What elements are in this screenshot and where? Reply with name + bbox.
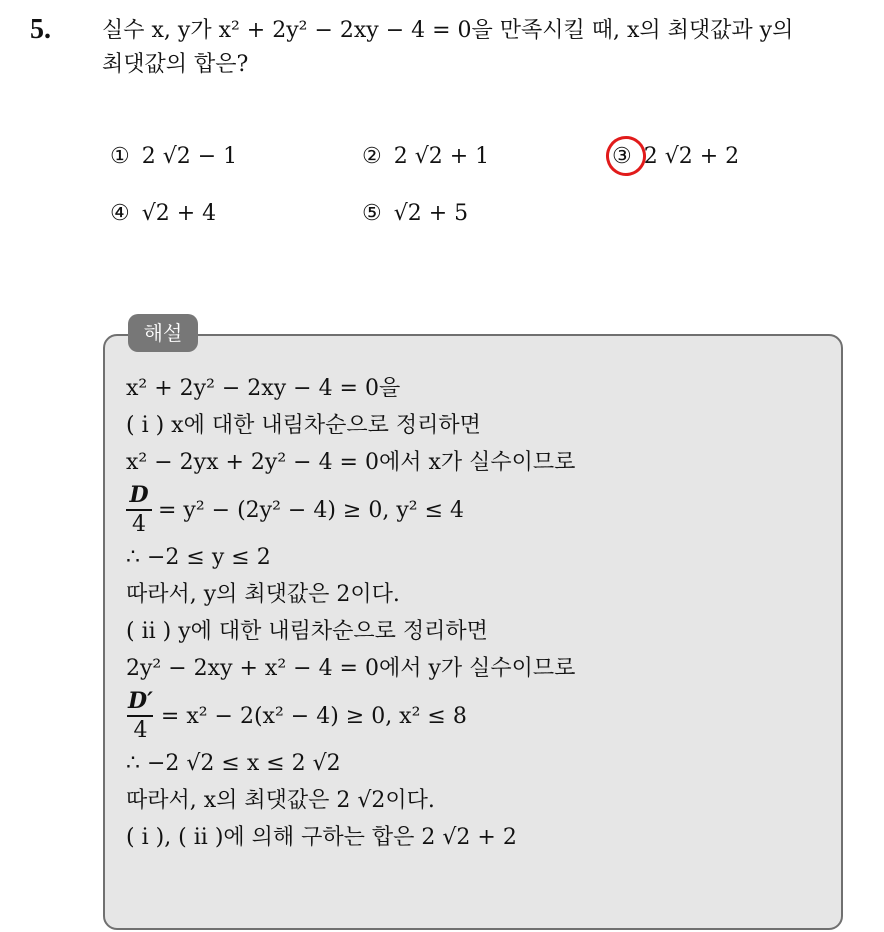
choice-1-text: 2 √2 − 1 [141, 144, 238, 169]
solution-line-3: x² − 2yx + 2y² − 4 = 0에서 x가 실수이므로 [126, 450, 576, 475]
choice-4[interactable] [110, 199, 216, 229]
choice-4-text: √2 + 4 [141, 201, 217, 226]
solution-line-2: ( i ) x에 대한 내림차순으로 정리하면 [126, 413, 481, 438]
solution-line-8: 2y² − 2xy + x² − 4 = 0에서 y가 실수이므로 [126, 656, 576, 681]
choice-2-text: 2 √2 + 1 [393, 144, 490, 169]
choice-1-number: ① [110, 144, 130, 169]
solution-line-7: ( ii ) y에 대한 내림차순으로 정리하면 [126, 619, 488, 644]
question-text [102, 14, 872, 82]
discriminant-expression-x: = x² − 2(x² − 4) ≥ 0, x² ≤ 8 [160, 703, 467, 729]
question-line-2: 최댓값의 합은? [102, 52, 249, 77]
choice-5[interactable] [362, 199, 468, 229]
solution-line-5: ∴ −2 ≤ y ≤ 2 [126, 545, 271, 570]
fraction-bar [127, 715, 153, 717]
solution-line-9 [126, 687, 826, 745]
discriminant-expression-y: = y² − (2y² − 4) ≥ 0, y² ≤ 4 [158, 497, 464, 523]
choice-3-number: ③ [612, 144, 632, 169]
fraction-numerator: D′ [128, 688, 153, 715]
choice-2[interactable] [362, 142, 489, 172]
solution-line-11: 따라서, x의 최댓값은 2 √2이다. [126, 788, 435, 813]
question-line-1: 실수 x, y가 x² + 2y² − 2xy − 4 = 0을 만족시킬 때, x의 최댓값과 y의 [102, 18, 794, 43]
fraction-denominator: 4 [133, 717, 148, 743]
solution-line-4 [126, 481, 826, 539]
solution-line-6: 따라서, y의 최댓값은 2이다. [126, 582, 400, 607]
solution-line-10: ∴ −2 √2 ≤ x ≤ 2 √2 [126, 751, 341, 776]
choice-5-text: √2 + 5 [393, 201, 469, 226]
choice-5-number: ⑤ [362, 201, 382, 226]
question-number: 5. [30, 14, 51, 45]
solution-content [126, 370, 826, 856]
fraction-bar [126, 509, 152, 511]
fraction-dprime-over-4 [126, 689, 155, 743]
solution-line-12: ( i ), ( ii )에 의해 구하는 합은 2 √2 + 2 [126, 825, 517, 850]
choice-3[interactable] [612, 142, 739, 172]
choice-4-number: ④ [110, 201, 130, 226]
solution-tag: 해설 [128, 314, 198, 352]
choice-3-text: 2 √2 + 2 [643, 144, 740, 169]
choice-2-number: ② [362, 144, 382, 169]
fraction-d-over-4 [126, 483, 152, 537]
solution-line-1: x² + 2y² − 2xy − 4 = 0을 [126, 376, 401, 401]
fraction-numerator: D [129, 482, 149, 509]
fraction-denominator: 4 [132, 511, 146, 537]
choice-1[interactable] [110, 142, 237, 172]
